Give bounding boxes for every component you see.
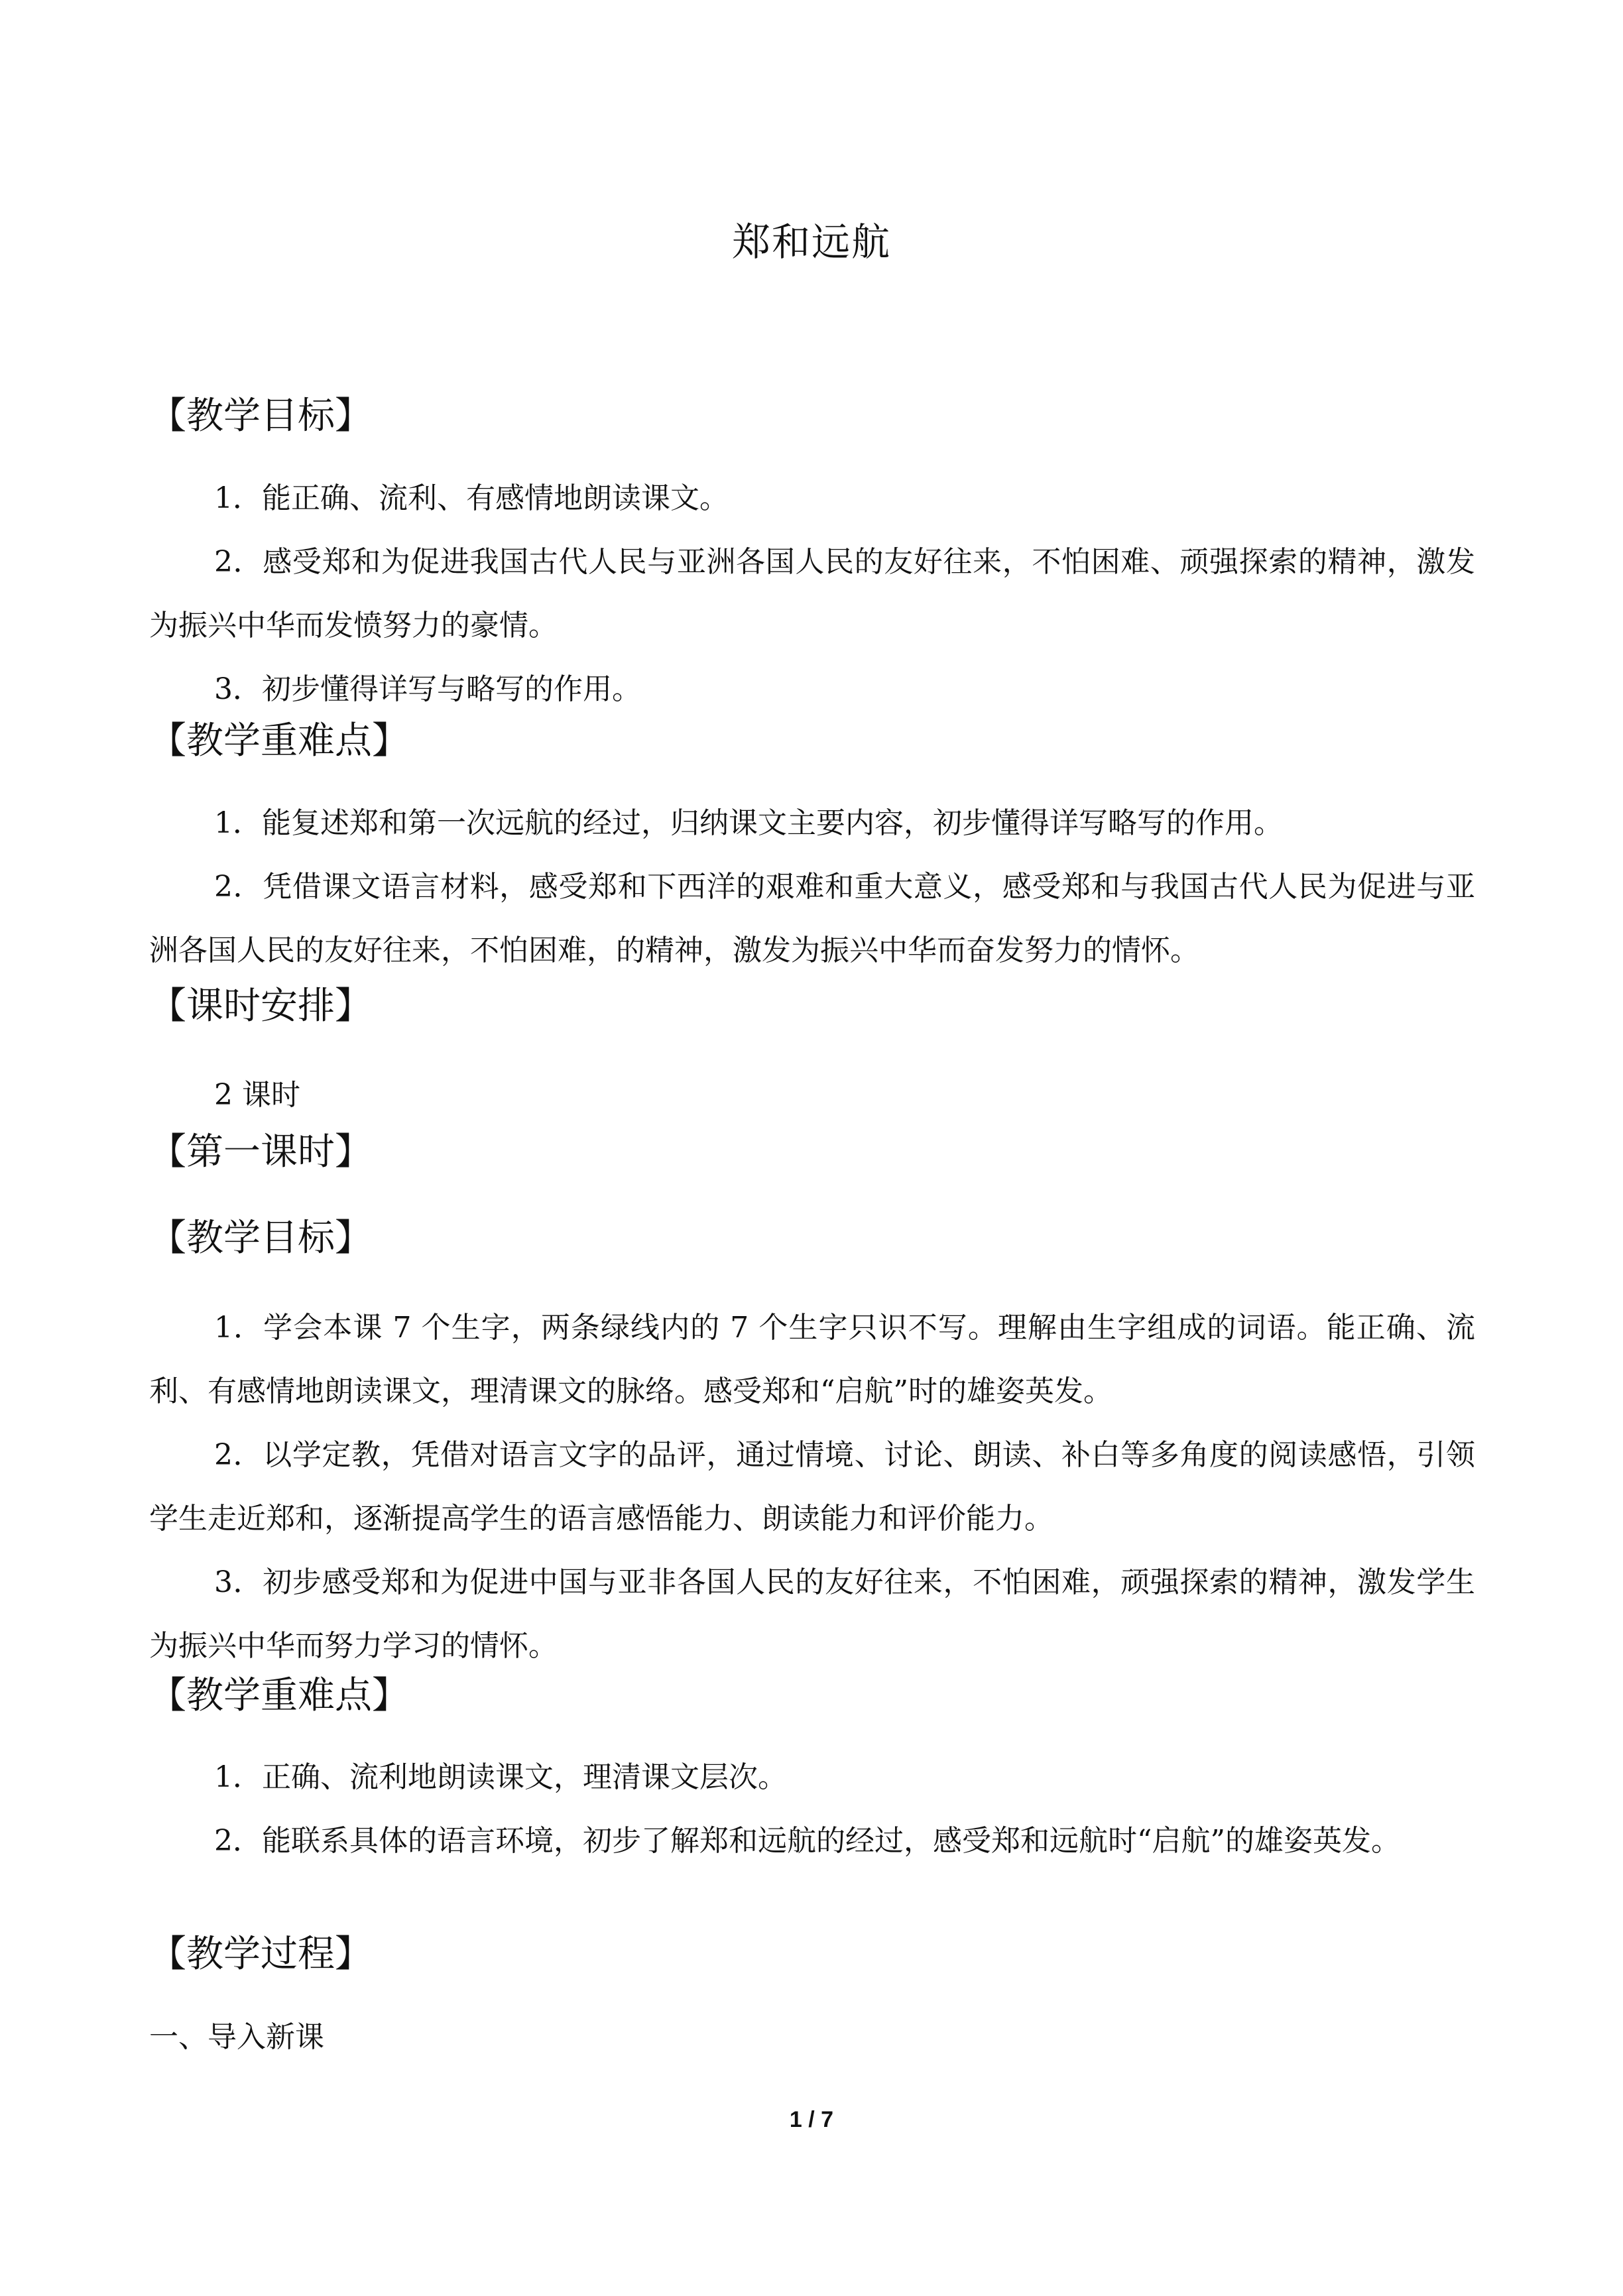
section-heading-lesson-key-points: 【教学重难点】 xyxy=(149,1674,409,1717)
key-point-item-1: 1．能复述郑和第一次远航的经过，归纳课文主要内容，初步懂得详写略写的作用。 xyxy=(214,806,1283,840)
section-heading-teaching-goals: 【教学目标】 xyxy=(149,394,372,438)
section-heading-lesson-goals: 【教学目标】 xyxy=(149,1217,372,1260)
lesson-goal-item-3: 3．初步感受郑和为促进中国与亚非各国人民的友好往来，不怕困难，顽强探索的精神，激发学生为振兴中华而努力学习的情怀。 xyxy=(149,1565,1475,1663)
page-title: 郑和远航 xyxy=(731,219,891,265)
lesson-goal-item-2: 2．以学定教，凭借对语言文字的品评，通过情境、讨论、朗读、补白等多角度的阅读感悟，引领学生走近郑和，逐渐提高学生的语言感悟能力、朗读能力和评价能力。 xyxy=(149,1438,1475,1536)
section-heading-key-points: 【教学重难点】 xyxy=(149,719,409,762)
lesson-goal-item-1: 1．学会本课 7 个生字，两条绿线内的 7 个生字只识不写。理解由生字组成的词语。能正确、流利、有感情地朗读课文，理清课文的脉络。感受郑和“启航”时的雄姿英发。 xyxy=(149,1311,1475,1408)
schedule-text: 2 课时 xyxy=(214,1078,300,1112)
lesson-key-point-item-2: 2．能联系具体的语言环境，初步了解郑和远航的经过，感受郑和远航时“启航”的雄姿英发。 xyxy=(214,1824,1400,1858)
goal-item-3: 3．初步懂得详写与略写的作用。 xyxy=(214,672,641,706)
section-heading-schedule: 【课时安排】 xyxy=(149,985,372,1028)
lesson-key-point-item-1: 1．正确、流利地朗读课文，理清课文层次。 xyxy=(214,1760,787,1794)
section-heading-process: 【教学过程】 xyxy=(149,1933,372,1976)
page-number: 1 / 7 xyxy=(789,2107,834,2132)
key-point-item-2: 2．凭借课文语言材料，感受郑和下西洋的艰难和重大意义，感受郑和与我国古代人民为促进与亚洲各国人民的友好往来，不怕困难，的精神，激发为振兴中华而奋发努力的情怀。 xyxy=(149,870,1475,967)
goal-item-2: 2．感受郑和为促进我国古代人民与亚洲各国人民的友好往来，不怕困难、顽强探索的精神，激发为振兴中华而发愤努力的豪情。 xyxy=(149,545,1475,642)
goal-item-1: 1．能正确、流利、有感情地朗读课文。 xyxy=(214,481,729,515)
section-heading-first-lesson: 【第一课时】 xyxy=(149,1130,372,1174)
process-step-1: 一、导入新课 xyxy=(149,2020,324,2054)
